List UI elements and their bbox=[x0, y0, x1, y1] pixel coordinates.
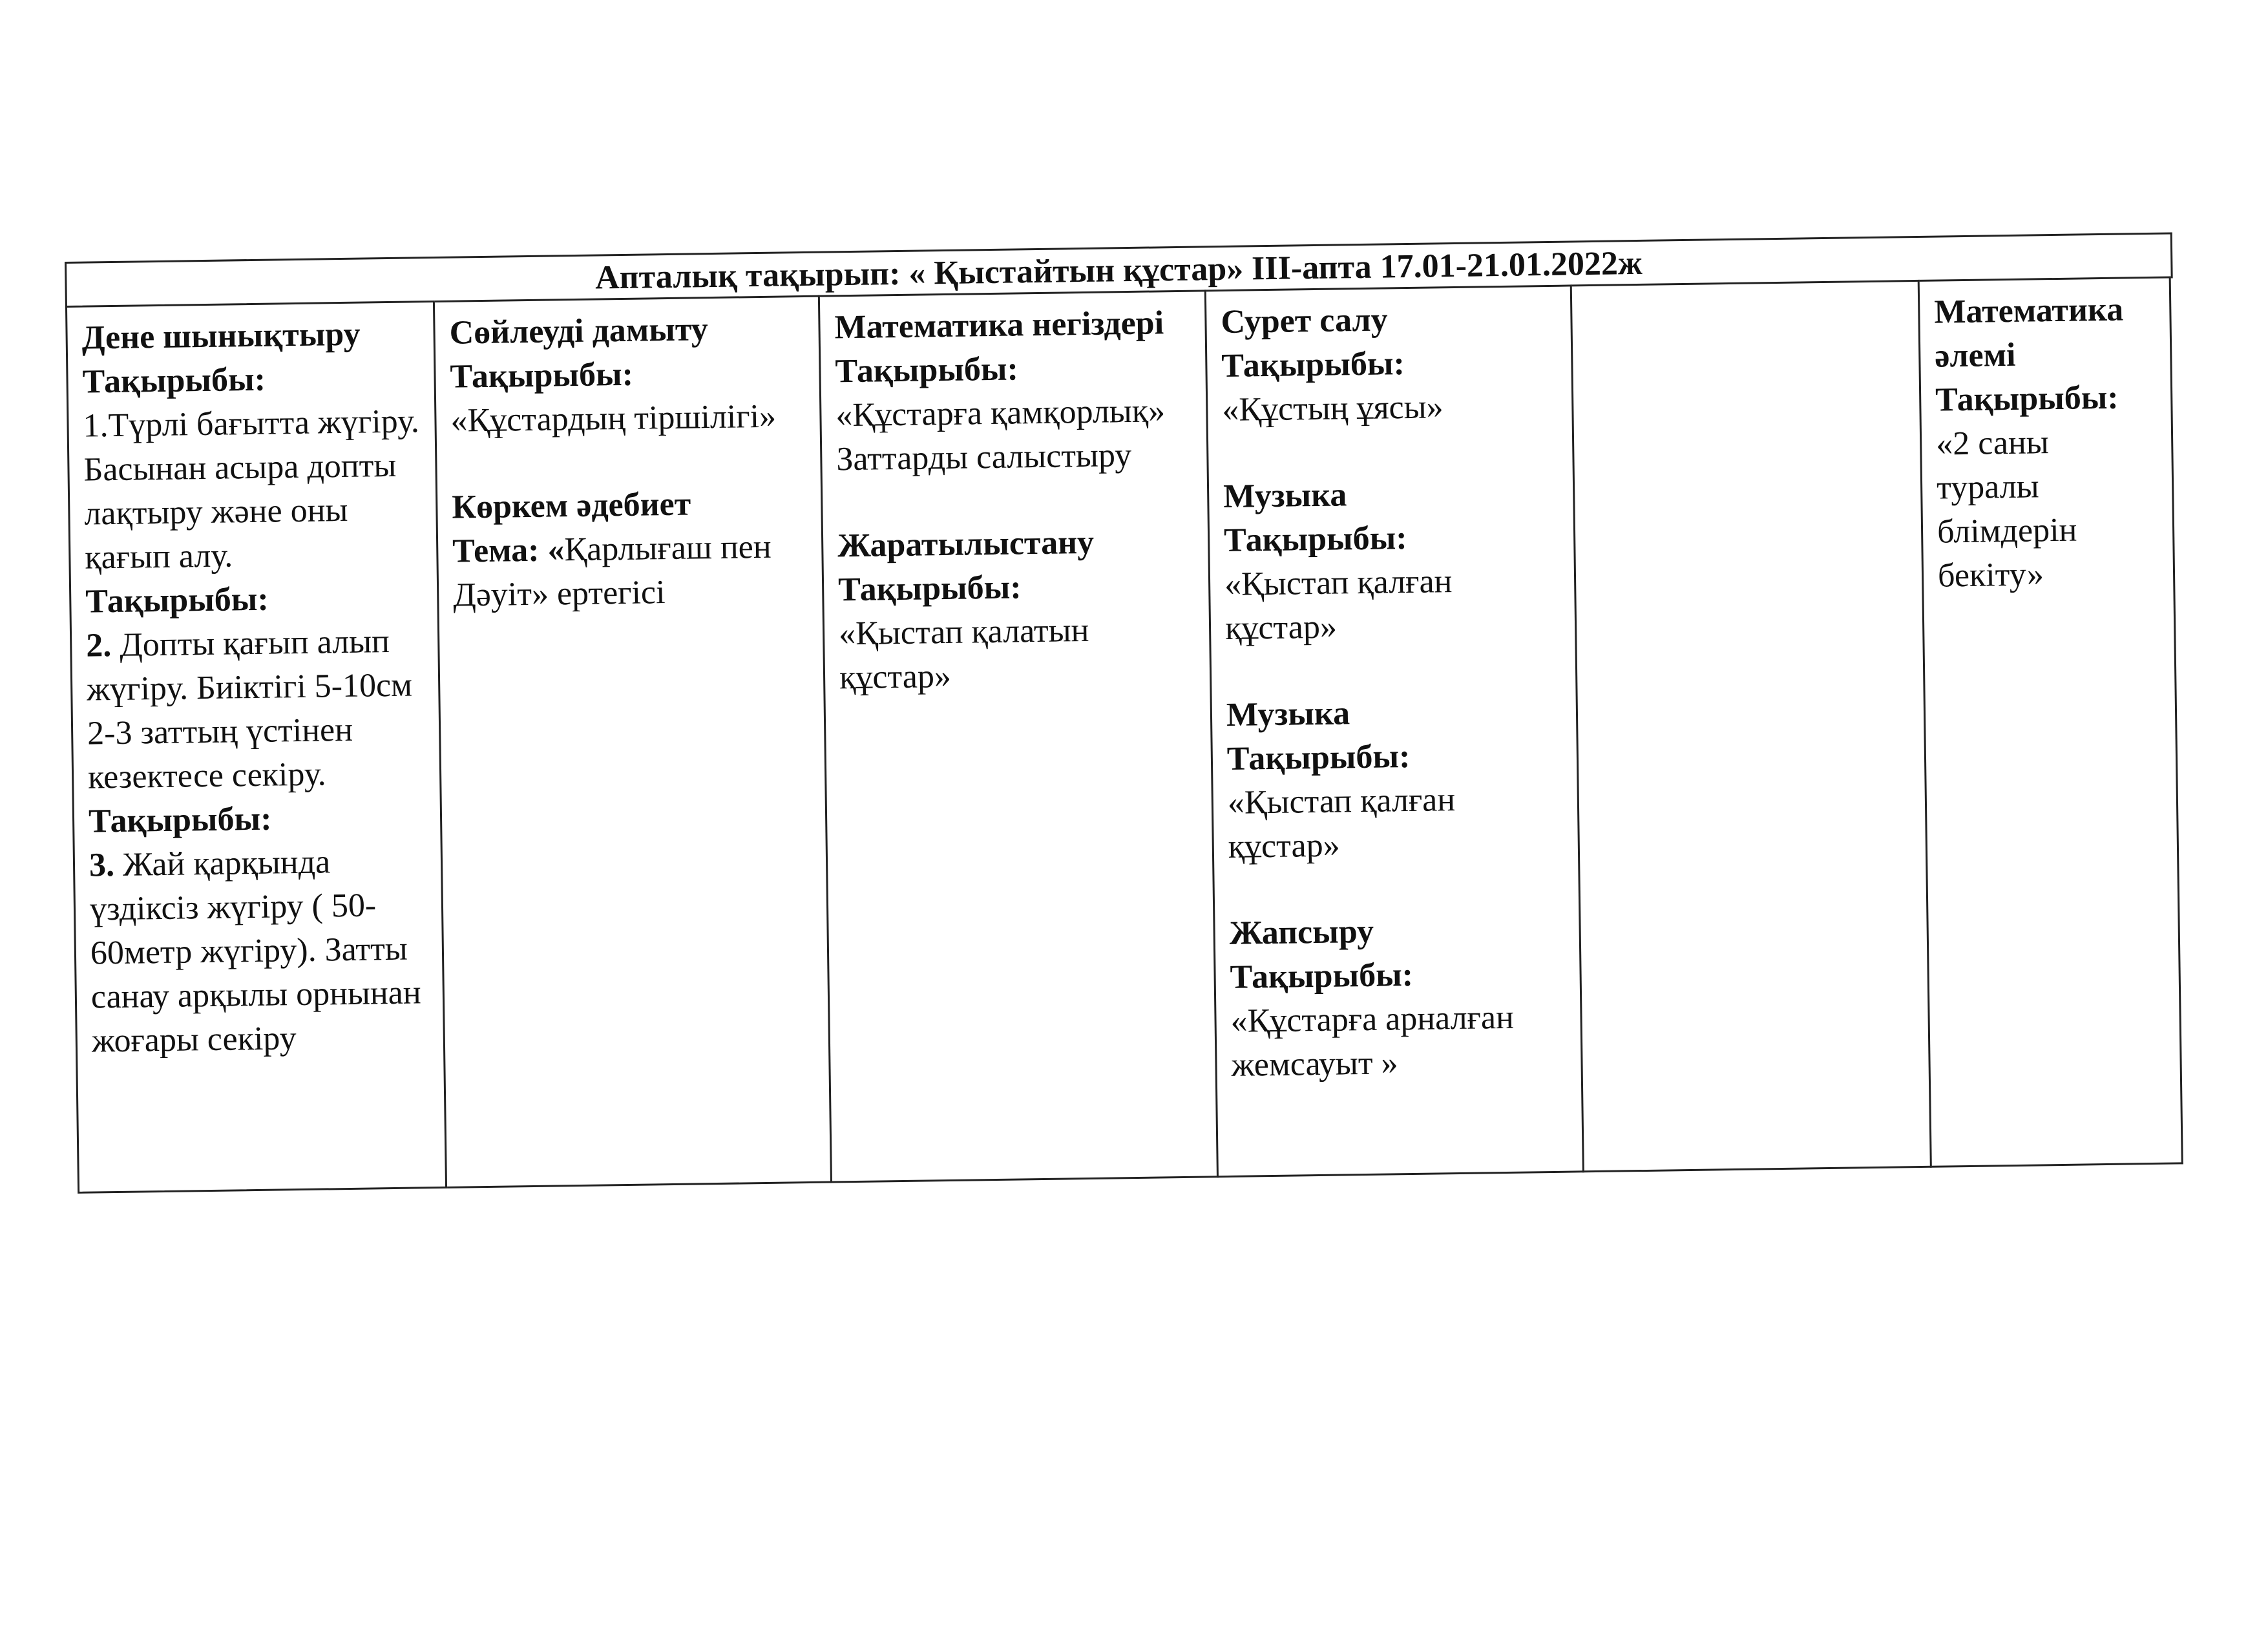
lesson-text: «Қыстап қалған құстар» bbox=[1227, 781, 1456, 865]
lesson-text: «2 саны туралы блімдерін бекіту» bbox=[1935, 424, 2077, 595]
subject-title: Жапсыру bbox=[1229, 913, 1374, 952]
lesson-text: «Құстардың тіршілігі» bbox=[450, 397, 777, 439]
lesson-2 bbox=[85, 575, 426, 799]
lesson-label: Тақырыбы: bbox=[85, 580, 269, 620]
lesson-label: Тақырыбы: bbox=[1230, 956, 1414, 996]
lesson-text: Жай қарқында үздіксіз жүгіру ( 50-60метр жүгіру). Затты санау арқылы орнынан жоғары секіру bbox=[89, 843, 421, 1060]
lesson-text: «Құстарға қамқорлық» Заттарды салыстыру bbox=[835, 392, 1166, 478]
subject-block-music-1 bbox=[1223, 470, 1561, 651]
lesson-label: Тақырыбы: bbox=[450, 355, 634, 396]
subject-title: Математика әлемі bbox=[1933, 291, 2124, 375]
column-arts-music bbox=[1206, 284, 1584, 1178]
subject-block-music-2 bbox=[1226, 689, 1564, 869]
table-title: Апталық тақырып: « Қыстайтын құстар» ІІІ-апта 17.01-21.01.2022ж bbox=[65, 232, 2173, 308]
subject-title: Жаратылыстану bbox=[837, 523, 1095, 565]
subject-title: Сурет салу bbox=[1221, 301, 1389, 341]
lesson-label: Тақырыбы: bbox=[82, 361, 266, 401]
lesson-1 bbox=[82, 355, 423, 580]
column-math-nature bbox=[820, 290, 1219, 1183]
lesson-label: Тақырыбы: bbox=[1223, 520, 1407, 559]
lesson-text: Қарлығаш пен Дәуіт» ертегісі bbox=[452, 528, 772, 614]
subject-title: Көркем әдебиет bbox=[451, 485, 691, 526]
lesson-text: Допты қағып алып жүгіру. Биіктігі 5-10см 2-3 заттың үстінен кезектесе секіру. bbox=[86, 623, 413, 796]
subject-block-drawing bbox=[1221, 296, 1558, 432]
subject-block-applique bbox=[1229, 907, 1567, 1088]
lesson-text: «Қыстап қалатын құстар» bbox=[838, 611, 1089, 697]
subject-block-speech bbox=[449, 306, 806, 443]
lesson-label: Тақырыбы: bbox=[837, 569, 1022, 609]
subject-title: Математика негіздері bbox=[834, 304, 1164, 346]
subject-block-math-world bbox=[1934, 288, 2159, 598]
lesson-number: 3. bbox=[89, 847, 115, 884]
schedule-table bbox=[65, 232, 2184, 1195]
lesson-label: Тақырыбы: bbox=[1221, 345, 1405, 385]
subject-block-literature bbox=[452, 481, 808, 618]
column-math-world bbox=[1920, 276, 2183, 1167]
subject-title: Дене шынықтыру bbox=[81, 315, 361, 357]
lesson-label: Тақырыбы: bbox=[88, 800, 272, 840]
lesson-text: «Құстарға арналған жемсауыт » bbox=[1230, 998, 1515, 1084]
lesson-text: «Құстың ұясы» bbox=[1221, 388, 1444, 429]
lesson-label: Тақырыбы: bbox=[835, 350, 1019, 390]
subject-title: Сөйлеуді дамыту bbox=[449, 311, 709, 352]
lesson-text: 1.Түрлі бағытта жүгіру. Басынан асыра допты лақтыру және оны қағып алу. bbox=[83, 403, 420, 576]
lesson-text: «Қыстап қалған құстар» bbox=[1224, 563, 1453, 647]
lesson-3 bbox=[89, 795, 430, 1063]
lesson-number: 2. bbox=[85, 627, 112, 664]
lesson-label: Тақырыбы: bbox=[1226, 738, 1411, 777]
lesson-label: Тақырыбы: bbox=[1935, 379, 2119, 419]
subject-block-math-basics bbox=[834, 301, 1193, 482]
subject-title: Музыка bbox=[1226, 695, 1350, 734]
subject-block-nature bbox=[837, 520, 1196, 701]
subject-title: Музыка bbox=[1223, 476, 1347, 515]
column-empty bbox=[1572, 280, 1932, 1172]
lesson-label: Тема: « bbox=[452, 531, 565, 570]
column-speech-literature bbox=[435, 295, 832, 1188]
column-physical-education bbox=[65, 301, 447, 1194]
